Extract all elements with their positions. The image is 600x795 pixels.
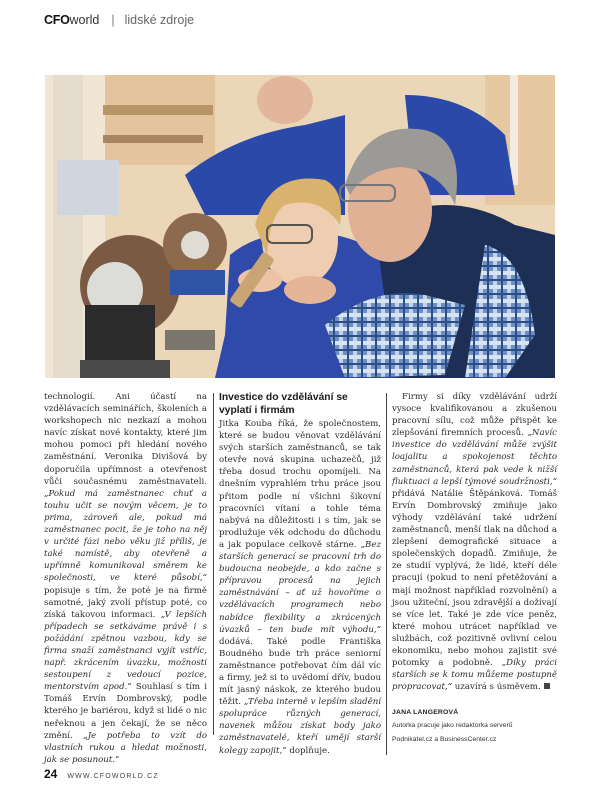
author-bio: Podnikatel.cz a BusinessCenter.cz	[392, 736, 497, 744]
body-text: popisuje s tím, že poté je na firmě samotné, jaký zvolí přístup poté, co získá takovou informaci.	[44, 585, 207, 620]
body-text: Firmy si díky vzdělávání udrží vysoce kvalifikovanou a zkušenou pracovní sílu, což může přispět ke zlepšování firemních procesů.	[392, 392, 557, 439]
header-separator: |	[111, 13, 115, 27]
author-box	[392, 707, 557, 747]
body-text: doplňuje.	[286, 745, 330, 756]
quote-text: „Třeba interně v lepším sladění spolupráce různých generací, navenek můžou získat body jako zaměstnavatelé, kteří umějí starší kolegy zapojit,“	[219, 697, 382, 756]
body-text: Jitka Kouba říká, že společnostem, které se budou věnovat vzdělávání svých starších zaměstnanců, se tak otevře nová skupina uchazečů, již třeba dosud trochu opomíjeli. Na dnešním vyprahlém trhu práce jsou přitom podle ní všichni šikovní pracovníci vítaní a tohle téma nabývá na důležitosti i s tím, jak se prodlužuje věk odchodu do důchodu a jak populace celkově stárne.	[219, 419, 381, 550]
brand-logo-light: world	[69, 13, 100, 27]
column-divider	[213, 393, 214, 735]
quote-text: „Díky práci starších se k tomu můžeme postupně propracovat,“	[392, 658, 557, 693]
section-subheading: Investice do vzdělávání se vyplatí i firmám	[219, 392, 348, 416]
quote-text: „V lepších případech se setkáváme právě i s požádání zpětnou vazbou, kdy se firma snaží zaměstnanci vyjít vstříc, např. zkrácením úvazku, možnosti sestoupení z vedoucí pozice, mentorstvím apod.“	[44, 609, 207, 693]
article-column-1	[44, 391, 207, 766]
quote-text: „Pokud má zaměstnanec chuť a touhu učit se novým věcem, je to prima, zároveň ale, pokud má zaměstnanec pocit, že je toho na něj v určité fázi nebo věku již příliš, je také namístě, aby otevřeně a upřímně komunikoval směrem ke společnosti, ve které působí,“	[44, 488, 207, 584]
section-title: lidské zdroje	[124, 13, 195, 27]
author-name: JANA LANGEROVÁ	[392, 709, 459, 717]
body-text: Souhlasí s tím i Tomáš Ervín Dombrovský, podle kterého je bariérou, když si lidé o nic neřeknou a jen čekají, že se něco změní.	[44, 682, 207, 741]
body-text: uzavírá s úsměvem.	[452, 682, 541, 693]
article-column-3	[392, 391, 557, 747]
page-number: 24	[44, 767, 58, 781]
body-text: technologií. Ani účastí na vzdělávacích seminářích, školeních a workshopech nic nezkazí a mohou navíc získat nové kontakty, které jim mohou pomoci při hledání nového zaměstnání. Veronika Divišová by doporučila upřímnost a otevřenost vůči současnému zaměstnavateli.	[44, 392, 207, 487]
end-of-article-square-icon	[544, 683, 550, 689]
quote-text: „Je potřeba to vzít do vlastních rukou a hledat možnosti, jak se posunout.“	[44, 730, 207, 765]
quote-text: „Navíc investice do vzdělávání může zvýšit loajalitu a spokojenost těchto zaměstnanců, která pak vede k nižší fluktuaci a lepší týmové soudržnosti,“	[392, 428, 557, 487]
article-photo	[45, 75, 555, 378]
page-footer	[44, 767, 159, 781]
website-url: WWW.CFOWORLD.CZ	[67, 773, 159, 780]
body-text: přidává Natálie Štěpánková. Tomáš Ervín Dombrovský zmiňuje jako výhody vzdělávání také udržení zaměstnanců, menší tlak na důchod a zlepšení demografické situace a společenských dopadů. Zmiňuje, že ze studií vyplývá, že lidé, kteří déle pracují (pokud to není přetěžování a mají možnost například rozvolnění) a jsou užiteční, jsou zdravější a dožívají se více let. Také je zde více peněz, které mohou utrácet například ve službách, což pozitivně ovlivní celou ekonomiku, nebo mohou zajistit své potomky a podobně.	[392, 488, 557, 669]
body-text: dodává. Také podle Františka Boudného bude trh práce seniorní zaměstnance potřebovat čím dál víc a firmy, jež si to uvědomí dřív, budou mít jasný náskok, ze kterého budou těžit.	[219, 636, 381, 708]
quote-text: „Bez starších generací se pracovní trh do budoucna neobejde, a kdo začne s přípravou procesů na jejich zaměstnávání – ať už hovoříme o vzdělávacích programech nebo nabídce flexibility a zkrácených úvazků – ten bude mít výhodu,“	[219, 539, 381, 635]
author-bio: Autorka pracuje jako redaktorka serverů	[392, 722, 513, 730]
column-divider	[386, 393, 387, 755]
article-column-2	[219, 391, 381, 757]
brand-logo-bold: CFO	[44, 13, 70, 27]
page-header	[44, 13, 194, 27]
